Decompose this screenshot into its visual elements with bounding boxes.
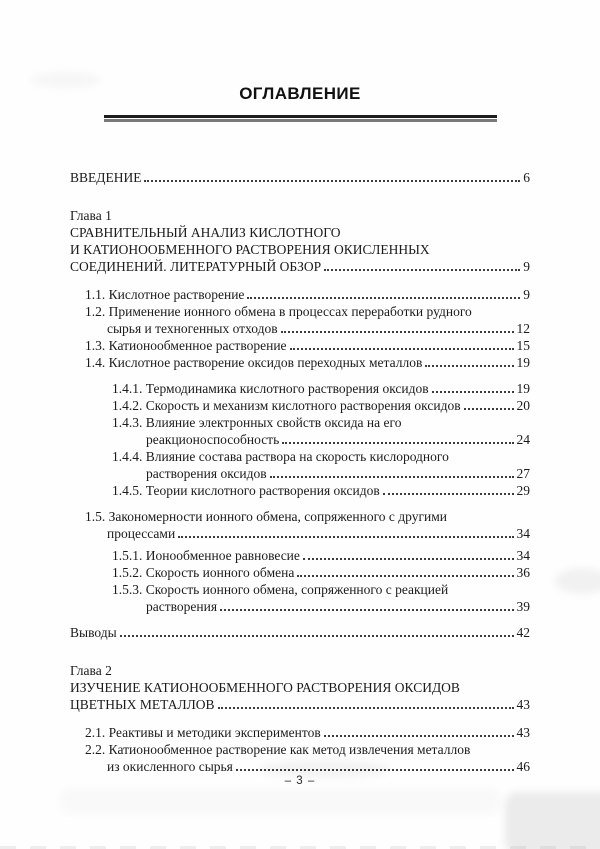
toc-entry-conclusions-chapter-1[interactable] xyxy=(70,624,530,641)
title-rule-thick-line xyxy=(104,115,497,118)
toc-entry-text: реакционоспособность xyxy=(146,432,280,448)
toc-entry-line xyxy=(70,207,530,224)
toc-entry-text: 1.5. Закономерности ионного обмена, сопряженного с другими xyxy=(85,509,447,525)
toc-entry-line xyxy=(70,624,530,641)
toc-entry-text: ИЗУЧЕНИЕ КАТИОНООБМЕННОГО РАСТВОРЕНИЯ ОКСИДОВ xyxy=(70,680,460,696)
dot-leader xyxy=(432,391,514,393)
toc-entry-text: СРАВНИТЕЛЬНЫЙ АНАЛИЗ КИСЛОТНОГО xyxy=(70,225,341,241)
toc-entry-section-1-5-1[interactable] xyxy=(112,547,530,564)
toc-entry-line xyxy=(85,320,530,337)
toc-entry-text: 1.4.1. Термодинамика кислотного растворения оксидов xyxy=(112,381,429,397)
toc-page-number: 19 xyxy=(516,355,530,371)
toc-entry-line xyxy=(112,547,530,564)
toc-entry-line xyxy=(85,508,530,525)
toc-entry-section-1-2[interactable] xyxy=(85,303,530,337)
toc-entry-line xyxy=(70,696,530,713)
dot-leader xyxy=(236,769,514,771)
toc-page-number: 46 xyxy=(516,759,530,775)
toc-entry-section-1-4-3[interactable] xyxy=(112,414,530,448)
toc-entry-section-2-2[interactable] xyxy=(85,741,530,775)
dot-leader xyxy=(297,575,513,577)
toc-entry-line xyxy=(85,303,530,320)
toc-entry-introduction[interactable] xyxy=(70,169,530,186)
toc-page-number: 34 xyxy=(516,548,530,564)
toc-entry-line xyxy=(85,337,530,354)
toc-entry-text: 1.4.5. Теории кислотного растворения оксидов xyxy=(112,483,380,499)
title-rule xyxy=(104,115,497,122)
toc-entry-chapter-2[interactable] xyxy=(70,662,530,713)
toc-page-number: 39 xyxy=(516,599,530,615)
page-title: ОГЛАВЛЕНИЕ xyxy=(239,84,361,103)
toc-entry-line xyxy=(112,448,530,465)
toc-page-number: 19 xyxy=(516,381,530,397)
toc-entry-text: Глава 1 xyxy=(70,208,112,224)
toc-entry-section-1-4-2[interactable] xyxy=(112,397,530,414)
toc-page-number: 29 xyxy=(516,483,530,499)
toc-entry-text: 1.5.3. Скорость ионного обмена, сопряженного с реакцией xyxy=(112,582,449,598)
toc-entry-text: Выводы xyxy=(70,625,117,641)
toc-page-number: 9 xyxy=(523,287,530,303)
toc-entry-section-1-1[interactable] xyxy=(85,286,530,303)
dot-leader xyxy=(290,348,514,350)
toc-entry-line xyxy=(112,397,530,414)
dot-leader xyxy=(220,609,513,611)
toc-entry-text: 2.2. Катионообменное растворение как метод извлечения металлов xyxy=(85,742,471,758)
toc-entry-text: 1.4.3. Влияние электронных свойств оксида на его xyxy=(112,415,402,431)
dot-leader xyxy=(464,408,514,410)
toc-page-number: 34 xyxy=(516,526,530,542)
dot-leader xyxy=(303,558,514,560)
toc-page-number: 43 xyxy=(516,697,530,713)
toc-entry-text: ЦВЕТНЫХ МЕТАЛЛОВ xyxy=(70,697,215,713)
toc-entry-line xyxy=(112,564,530,581)
toc-entry-section-1-5-3[interactable] xyxy=(112,581,530,615)
dot-leader xyxy=(281,331,514,333)
toc-entry-text: 1.5.2. Скорость ионного обмена xyxy=(112,565,295,581)
toc-entry-chapter-1[interactable] xyxy=(70,207,530,275)
toc-entry-text: 1.5.1. Ионообменное равновесие xyxy=(112,548,300,564)
toc-entry-line xyxy=(112,482,530,499)
toc-entry-line xyxy=(112,581,530,598)
toc-entry-line xyxy=(70,224,530,241)
scan-smudge xyxy=(505,792,600,849)
toc-entry-text: Глава 2 xyxy=(70,663,112,679)
dot-leader xyxy=(425,365,513,367)
toc-entry-text: 2.1. Реактивы и методики экспериментов xyxy=(85,725,321,741)
toc-entry-line xyxy=(70,241,530,258)
dot-leader xyxy=(144,180,520,182)
toc-page-number: 27 xyxy=(516,466,530,482)
toc-entry-text: из окисленного сырья xyxy=(107,759,233,775)
toc-list xyxy=(0,122,600,775)
toc-entry-line xyxy=(70,258,530,275)
toc-entry-text: процессами xyxy=(107,526,176,542)
dot-leader xyxy=(178,536,513,538)
toc-entry-text: 1.3. Катионообменное растворение xyxy=(85,338,287,354)
toc-entry-line xyxy=(85,286,530,303)
dot-leader xyxy=(218,707,514,709)
toc-entry-line xyxy=(85,724,530,741)
scan-smudge xyxy=(60,788,500,814)
toc-entry-section-1-4[interactable] xyxy=(85,354,530,371)
toc-page-number: 9 xyxy=(523,259,530,275)
toc-entry-section-1-5-2[interactable] xyxy=(112,564,530,581)
toc-entry-text: 1.1. Кислотное растворение xyxy=(85,287,245,303)
toc-page-number: 24 xyxy=(516,432,530,448)
toc-entry-line xyxy=(85,525,530,542)
toc-entry-text: 1.4.2. Скорость и механизм кислотного растворения оксидов xyxy=(112,398,461,414)
toc-entry-text: растворения оксидов xyxy=(146,466,267,482)
toc-entry-text: 1.4.4. Влияние состава раствора на скорость кислородного xyxy=(112,449,449,465)
toc-entry-line xyxy=(70,662,530,679)
toc-entry-text: ВВЕДЕНИЕ xyxy=(70,170,142,186)
toc-page-number: 36 xyxy=(516,565,530,581)
toc-entry-line xyxy=(85,741,530,758)
toc-entry-section-1-4-1[interactable] xyxy=(112,380,530,397)
dot-leader xyxy=(120,635,514,637)
toc-entry-section-1-5[interactable] xyxy=(85,508,530,542)
toc-entry-section-1-3[interactable] xyxy=(85,337,530,354)
toc-page-number: 43 xyxy=(516,725,530,741)
toc-entry-line xyxy=(70,169,530,186)
toc-entry-line xyxy=(112,465,530,482)
toc-entry-text: сырья и техногенных отходов xyxy=(107,321,278,337)
toc-entry-text: И КАТИОНООБМЕННОГО РАСТВОРЕНИЯ ОКИСЛЕННЫХ xyxy=(70,242,430,258)
toc-page-number: 20 xyxy=(516,398,530,414)
toc-page-number: 42 xyxy=(516,625,530,641)
toc-entry-text: 1.4. Кислотное растворение оксидов переходных металлов xyxy=(85,355,423,371)
toc-entry-line xyxy=(70,679,530,696)
toc-page-number: 15 xyxy=(516,338,530,354)
toc-page-number: 6 xyxy=(523,170,530,186)
toc-entry-section-1-4-4[interactable] xyxy=(112,448,530,482)
toc-entry-text: СОЕДИНЕНИЙ. ЛИТЕРАТУРНЫЙ ОБЗОР xyxy=(70,259,322,275)
toc-entry-line xyxy=(112,414,530,431)
dot-leader xyxy=(324,735,514,737)
toc-entry-section-2-1[interactable] xyxy=(85,724,530,741)
toc-entry-line xyxy=(85,354,530,371)
dot-leader xyxy=(270,476,514,478)
toc-entry-line xyxy=(112,431,530,448)
toc-entry-section-1-4-5[interactable] xyxy=(112,482,530,499)
toc-page-number: 12 xyxy=(516,321,530,337)
page-number-footer: – 3 – xyxy=(284,775,316,787)
toc-entry-text: растворения xyxy=(146,599,218,615)
toc-entry-line xyxy=(112,598,530,615)
toc-entry-line xyxy=(112,380,530,397)
toc-entry-line xyxy=(85,758,530,775)
dot-leader xyxy=(247,297,520,299)
toc-entry-text: 1.2. Применение ионного обмена в процессах переработки рудного xyxy=(85,304,472,320)
dot-leader xyxy=(282,442,513,444)
dot-leader xyxy=(383,493,514,495)
dot-leader xyxy=(324,269,520,271)
